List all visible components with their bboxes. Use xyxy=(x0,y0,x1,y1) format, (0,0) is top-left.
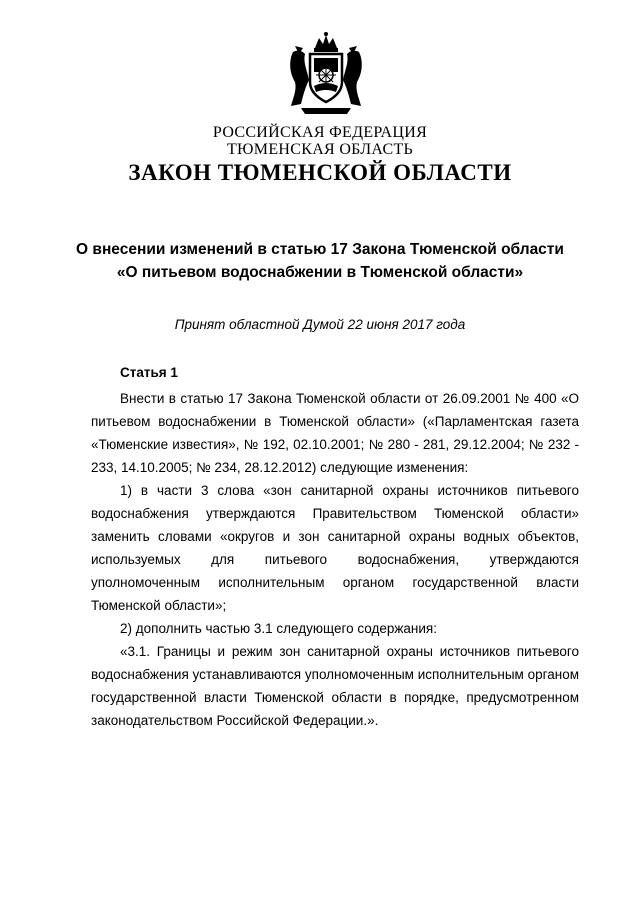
article-paragraph-item-2: 2) дополнить частью 3.1 следующего содержания: xyxy=(120,621,437,636)
article-paragraph-intro: Внести в статью 17 Закона Тюменской области от 26.09.2001 № 400 «О питьевом водоснабжении в Тюменской области» («Парламентская газета «Тюменские известия», № 192, 02.10.2001; № 280 - 281, 29.12.2004; № 232 - 233, 14.10.2005; № 234, 28.12.2012) следующие изменения: xyxy=(91,391,579,475)
article-title: Статья 1 xyxy=(120,365,178,380)
law-subject xyxy=(0,238,640,284)
article-body xyxy=(91,387,579,732)
article-paragraph-item-1: 1) в части 3 слова «зон санитарной охраны источников питьевого водоснабжения утверждаются Правительством Тюменской области» заменить словами «округов и зон санитарной охраны водных объектов, используемых для питьевого водоснабжения, утверждаются уполномоченным исполнительным органом государственной власти Тюменской области»; xyxy=(91,483,579,613)
law-subject-line-1: О внесении изменений в статью 17 Закона Тюменской области xyxy=(76,241,564,258)
region-heading: ТЮМЕНСКАЯ ОБЛАСТЬ xyxy=(226,141,414,158)
country-heading: РОССИЙСКАЯ ФЕДЕРАЦИЯ xyxy=(212,124,428,141)
article-paragraph-quote: «3.1. Границы и режим зон санитарной охраны источников питьевого водоснабжения устанавливаются уполномоченным исполнительным органом государственной власти Тюменской области в порядке, предусмотренном законодательством Российской Федерации.». xyxy=(91,644,579,728)
law-subject-line-2: «О питьевом водоснабжении в Тюменской области» xyxy=(116,264,524,281)
adoption-note: Принят областной Думой 22 июня 2017 года xyxy=(174,317,466,332)
law-title: ЗАКОН ТЮМЕНСКОЙ ОБЛАСТИ xyxy=(128,160,512,185)
coat-of-arms-emblem xyxy=(283,30,369,116)
